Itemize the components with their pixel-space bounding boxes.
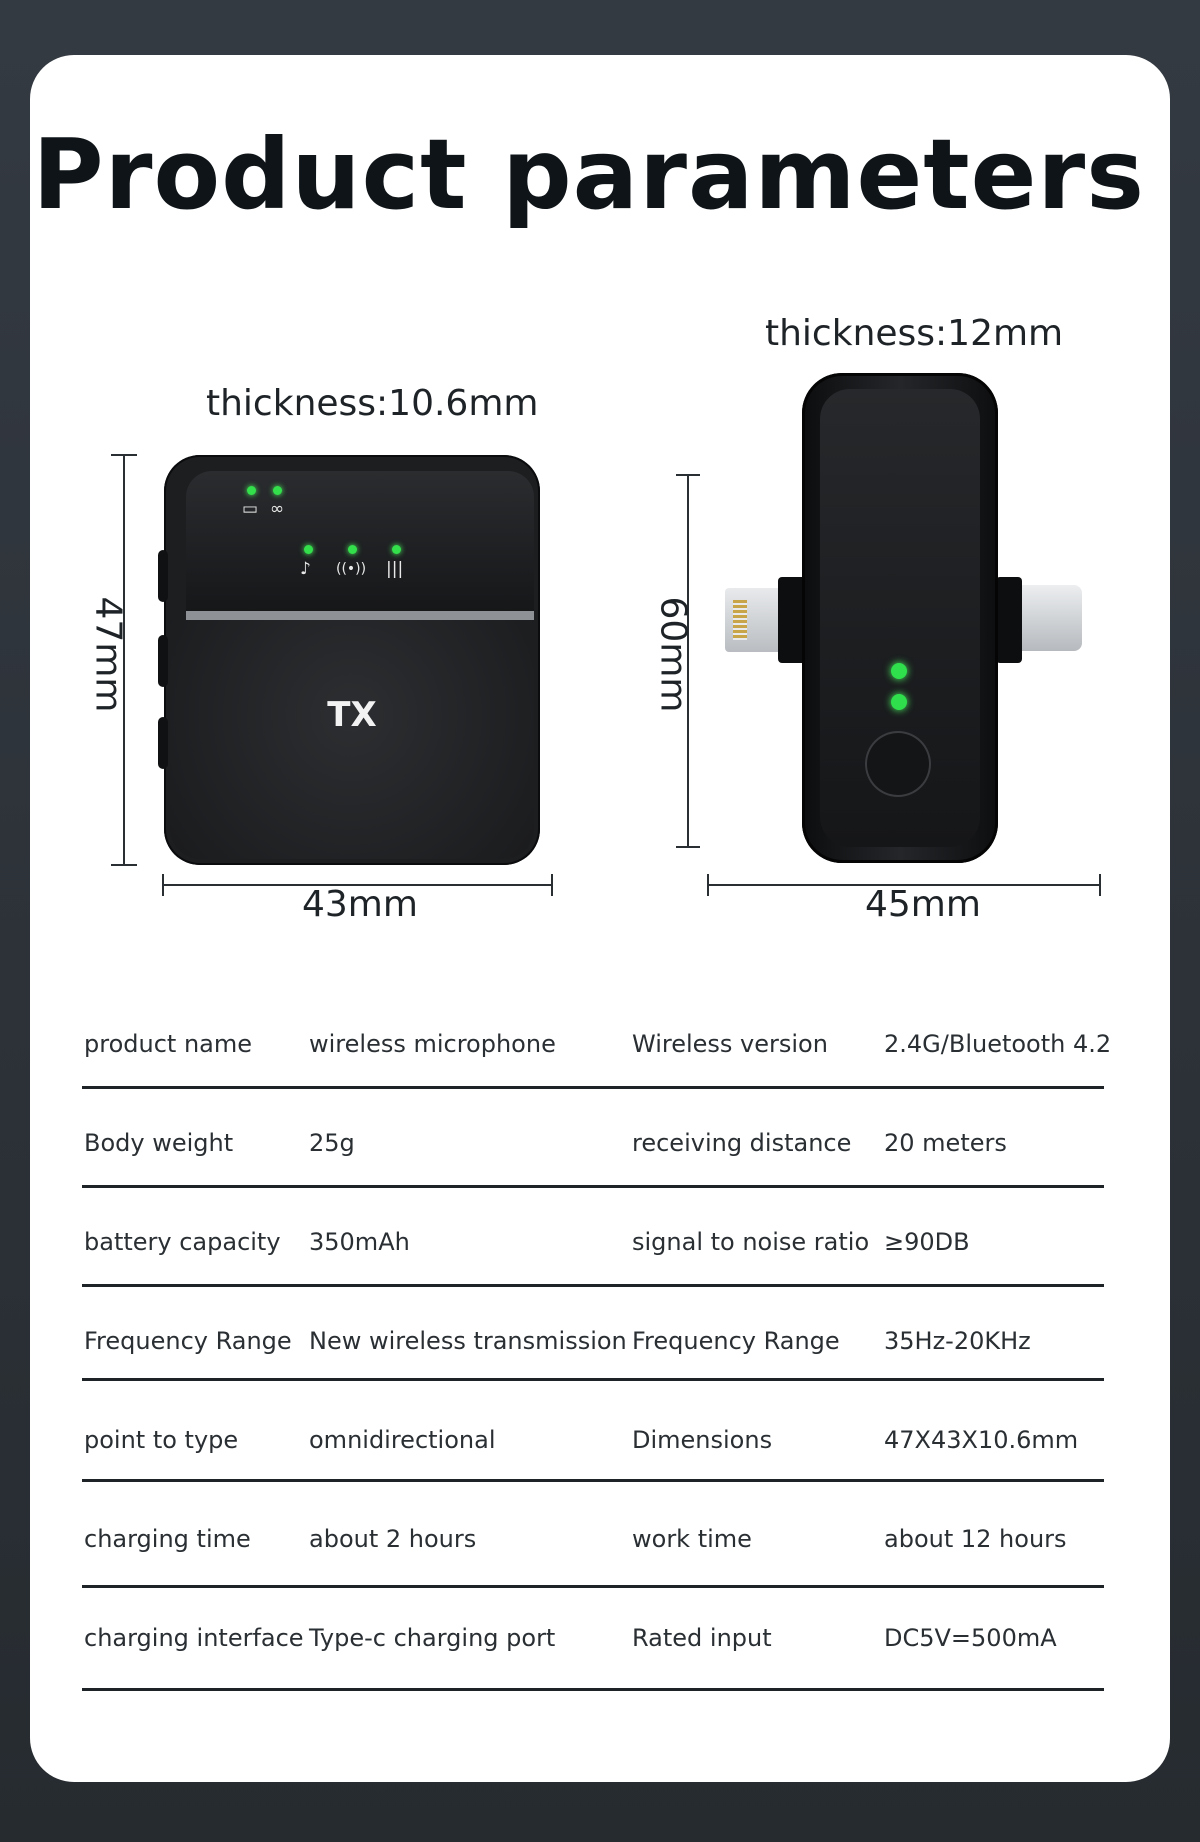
spec-value: about 2 hours bbox=[309, 1525, 477, 1553]
spec-value: omnidirectional bbox=[309, 1426, 496, 1454]
page-title: Product parameters bbox=[32, 118, 1145, 231]
spec-value: wireless microphone bbox=[309, 1030, 556, 1058]
tx-height-tick-top bbox=[111, 454, 137, 456]
spec-key: signal to noise ratio bbox=[632, 1228, 870, 1256]
tx-leather-body bbox=[170, 620, 534, 859]
spec-key: point to type bbox=[84, 1426, 239, 1454]
tx-thickness-label: thickness:10.6mm bbox=[206, 383, 539, 424]
sound-wave-icon: ||| bbox=[386, 559, 404, 579]
table-divider bbox=[82, 1086, 1104, 1089]
tx-top-panel bbox=[186, 471, 534, 611]
tx-side-button-2 bbox=[158, 635, 168, 687]
table-divider bbox=[82, 1479, 1104, 1482]
table-divider bbox=[82, 1688, 1104, 1691]
spec-key: charging interface bbox=[84, 1624, 304, 1652]
spec-value: 47X43X10.6mm bbox=[884, 1426, 1079, 1454]
rx-power-button bbox=[865, 731, 931, 797]
table-divider bbox=[82, 1378, 1104, 1381]
tx-led-wave bbox=[392, 545, 401, 554]
rx-led-1 bbox=[891, 663, 907, 679]
spec-value: ≥90DB bbox=[884, 1228, 970, 1256]
spec-key: Wireless version bbox=[632, 1030, 828, 1058]
spec-value: 350mAh bbox=[309, 1228, 410, 1256]
tx-device-label: TX bbox=[327, 695, 377, 735]
spec-value: New wireless transmission bbox=[309, 1327, 627, 1355]
table-divider bbox=[82, 1185, 1104, 1188]
spec-value: Type-c charging port bbox=[309, 1624, 556, 1652]
spec-value: 25g bbox=[309, 1129, 355, 1157]
rx-width-tick-right bbox=[1099, 874, 1101, 896]
table-divider bbox=[82, 1284, 1104, 1287]
spec-key: Frequency Range bbox=[632, 1327, 840, 1355]
broadcast-icon: ((•)) bbox=[336, 561, 367, 577]
spec-key: Body weight bbox=[84, 1129, 234, 1157]
tx-metal-strip bbox=[186, 611, 534, 620]
table-divider bbox=[82, 1585, 1104, 1588]
link-icon: ∞ bbox=[270, 499, 285, 519]
rx-height-tick-bottom bbox=[676, 846, 700, 848]
rx-collar-right bbox=[996, 577, 1022, 663]
tx-led-battery bbox=[247, 486, 256, 495]
tx-side-button-1 bbox=[158, 550, 168, 602]
spec-value: 35Hz-20KHz bbox=[884, 1327, 1031, 1355]
spec-key: battery capacity bbox=[84, 1228, 281, 1256]
rx-height-tick-top bbox=[676, 474, 700, 476]
battery-icon: ▭ bbox=[242, 499, 259, 519]
spec-key: Frequency Range bbox=[84, 1327, 292, 1355]
spec-value: 20 meters bbox=[884, 1129, 1007, 1157]
tx-led-broadcast bbox=[348, 545, 357, 554]
rx-width-label: 45mm bbox=[865, 884, 981, 925]
spec-key: charging time bbox=[84, 1525, 251, 1553]
tx-width-label: 43mm bbox=[302, 884, 418, 925]
music-note-icon: ♪ bbox=[300, 559, 311, 579]
spec-key: product name bbox=[84, 1030, 252, 1058]
tx-height-label: 47mm bbox=[87, 596, 129, 713]
rx-usb-c-connector bbox=[1018, 585, 1082, 651]
rx-led-2 bbox=[891, 694, 907, 710]
rx-width-tick-left bbox=[707, 874, 709, 896]
spec-key: receiving distance bbox=[632, 1129, 852, 1157]
spec-value: about 12 hours bbox=[884, 1525, 1067, 1553]
tx-width-tick-left bbox=[162, 874, 164, 896]
spec-value: 2.4G/Bluetooth 4.2 bbox=[884, 1030, 1112, 1058]
spec-key: work time bbox=[632, 1525, 752, 1553]
spec-key: Dimensions bbox=[632, 1426, 773, 1454]
spec-value: DC5V=500mA bbox=[884, 1624, 1057, 1652]
rx-height-label: 60mm bbox=[652, 596, 694, 713]
tx-width-tick-right bbox=[551, 874, 553, 896]
tx-led-link bbox=[273, 486, 282, 495]
rx-connector-pins bbox=[733, 600, 747, 640]
spec-key: Rated input bbox=[632, 1624, 772, 1652]
tx-transmitter-image bbox=[164, 455, 540, 865]
rx-thickness-label: thickness:12mm bbox=[765, 313, 1064, 354]
tx-led-music bbox=[304, 545, 313, 554]
tx-height-tick-bottom bbox=[111, 864, 137, 866]
